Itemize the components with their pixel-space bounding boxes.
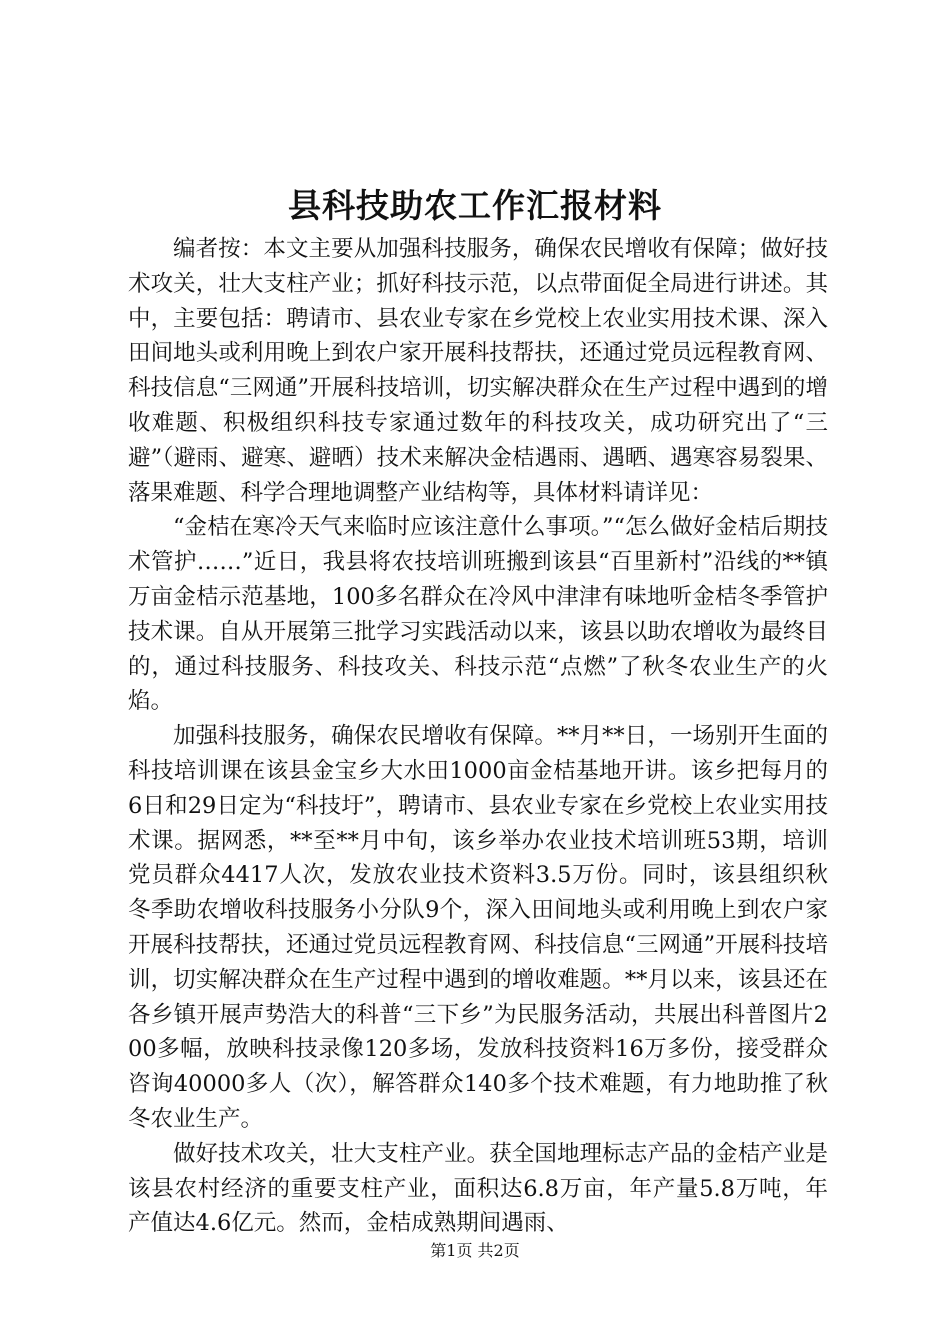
paragraph-editor-note: 编者按：本文主要从加强科技服务，确保农民增收有保障；做好技术攻关，壮大支柱产业；抓好科技示范，以点带面促全局进行讲述。其中，主要包括：聘请市、县农业专家在乡党校上农业实用技术课、深入田间地头或利用晚上到农户家开展科技帮扶，还通过党员远程教育网、科技信息“三网通”开展科技培训，切实解决群众在生产过程中遇到的增收难题、积极组织科技专家通过数年的科技攻关，成功研究出了“三避”（避雨、避寒、避晒）技术来解决金桔遇雨、遇晒、遇寒容易裂果、落果难题、科学合理地调整产业结构等，具体材料请详见： [128,236,828,506]
paragraph-intro: “金桔在寒冷天气来临时应该注意什么事项。”“怎么做好金桔后期技术管护……”近日，我县将农技培训班搬到该县“百里新村”沿线的**镇万亩金桔示范基地，100多名群众在冷风中津津有味地听金桔冬季管护技术课。自从开展第三批学习实践活动以来，该县以助农增收为最终目的，通过科技服务、科技攻关、科技示范“点燃”了秋冬农业生产的火焰。 [128,514,828,715]
paragraph-tech-research: 做好技术攻关，壮大支柱产业。获全国地理标志产品的金桔产业是该县农村经济的重要支柱产业，面积达6.8万亩，年产量5.8万吨，年产值达4.6亿元。然而，金桔成熟期间遇雨、 [128,1140,828,1237]
document-title: 县科技助农工作汇报材料 [288,186,662,225]
page-footer: 第1页 共2页 [430,1241,520,1260]
document-body [128,232,828,1241]
paragraph-tech-service: 加强科技服务，确保农民增收有保障。**月**日，一场别开生面的科技培训课在该县金宝乡大水田1000亩金桔基地开讲。该乡把每月的6日和29日定为“科技圩”，聘请市、县农业专家在乡党校上农业实用技术课。据网悉，**至**月中旬，该乡举办农业技术培训班53期，培训党员群众4417人次，发放农业技术资料3.5万份。同时，该县组织秋冬季助农增收科技服务小分队9个，深入田间地头或利用晚上到农户家开展科技帮扶，还通过党员远程教育网、科技信息“三网通”开展科技培训，切实解决群众在生产过程中遇到的增收难题。**月以来，该县还在各乡镇开展声势浩大的科普“三下乡”为民服务活动，共展出科普图片200多幅，放映科技录像120多场，发放科技资料16万多份，接受群众咨询40000多人（次），解答群众140多个技术难题，有力地助推了秋冬农业生产。 [128,723,828,1132]
